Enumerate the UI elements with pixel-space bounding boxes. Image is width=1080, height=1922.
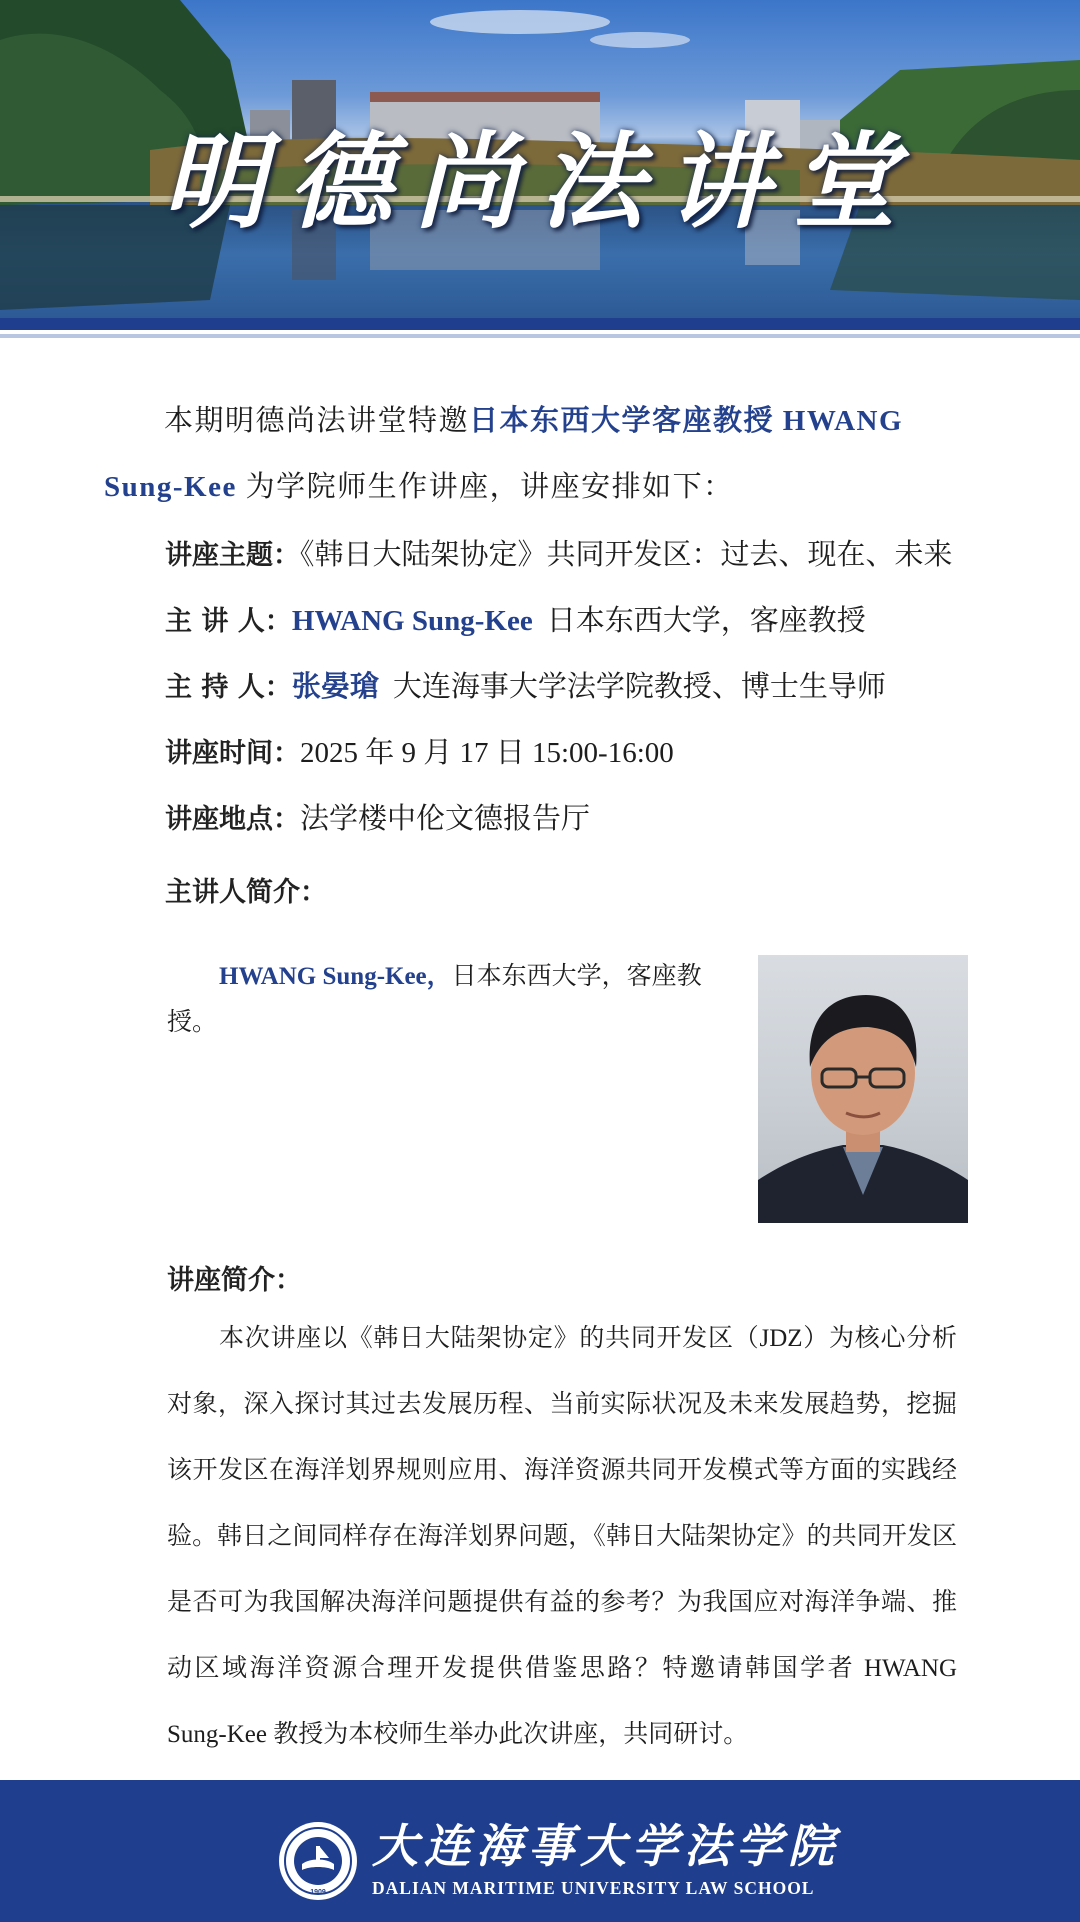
bio-heading: 主讲人简介： — [165, 877, 327, 908]
speaker-row — [165, 588, 866, 654]
speaker-name: HWANG Sung-Kee — [291, 605, 533, 637]
time-row — [165, 720, 674, 786]
banner-divider-thin — [0, 334, 1080, 338]
speaker-portrait — [758, 955, 968, 1223]
place-row — [165, 786, 590, 852]
time-value: 2025 年 9 月 17 日 15:00-16:00 — [300, 737, 674, 769]
bio-paragraph — [167, 954, 732, 1046]
intro-paragraph — [104, 388, 984, 520]
host-row — [165, 654, 886, 720]
host-title: 大连海事大学法学院教授、博士生导师 — [392, 671, 886, 703]
topic-label: 讲座主题： — [165, 540, 300, 571]
time-label: 讲座时间： — [165, 738, 300, 769]
intro-suffix: 为学院师生作讲座，讲座安排如下： — [245, 471, 734, 503]
university-seal-icon — [277, 1820, 359, 1902]
header-banner — [0, 0, 1080, 318]
footer-school-name-cn: 大连海事大学法学院 — [372, 1819, 840, 1873]
host-name: 张晏瑲 — [291, 671, 379, 703]
banner-title: 明德尚法讲堂 — [161, 120, 918, 243]
speaker-title: 日本东西大学，客座教授 — [546, 605, 866, 637]
footer-school-name-en: DALIAN MARITIME UNIVERSITY LAW SCHOOL — [372, 1878, 815, 1898]
banner-divider — [0, 318, 1080, 330]
speaker-label: 主 讲 人： — [165, 606, 292, 637]
description-paragraph: 本次讲座以《韩日大陆架协定》的共同开发区（JDZ）为核心分析对象，深入探讨其过去发展历程、当前实际状况及未来发展趋势，挖掘该开发区在海洋划界规则应用、海洋资源共同开发模式等方面的实践经验。韩日之间同样存在海洋划界问题，《韩日大陆架协定》的共同开发区是否可为我国解决海洋问题提供有益的参考？为我国应对海洋争端、推动区域海洋资源合理开发提供借鉴思路？特邀请韩国学者 HWANG Sung-Kee 教授为本校师生举办此次讲座，共同研讨。 — [167, 1325, 957, 1748]
host-label: 主 持 人： — [165, 672, 292, 703]
seal-year: 1909 — [310, 1889, 326, 1896]
intro-prefix: 本期明德尚法讲堂特邀 — [164, 405, 470, 437]
place-value: 法学楼中伦文德报告厅 — [300, 803, 591, 835]
place-label: 讲座地点： — [165, 804, 300, 835]
intro-guest: 日本东西大学客座教授 HWANG Sung-Kee — [104, 405, 904, 503]
topic-value: 《韩日大陆架协定》共同开发区：过去、现在、未来 — [300, 539, 953, 571]
speaker-photo — [758, 955, 968, 1223]
footer-bar — [0, 1780, 1080, 1922]
topic-row — [165, 522, 953, 588]
bio-name: HWANG Sung-Kee， — [219, 963, 452, 990]
bio-text: 日本东西大学，客座教授。 — [167, 963, 702, 1036]
description-heading: 讲座简介： — [167, 1265, 302, 1296]
